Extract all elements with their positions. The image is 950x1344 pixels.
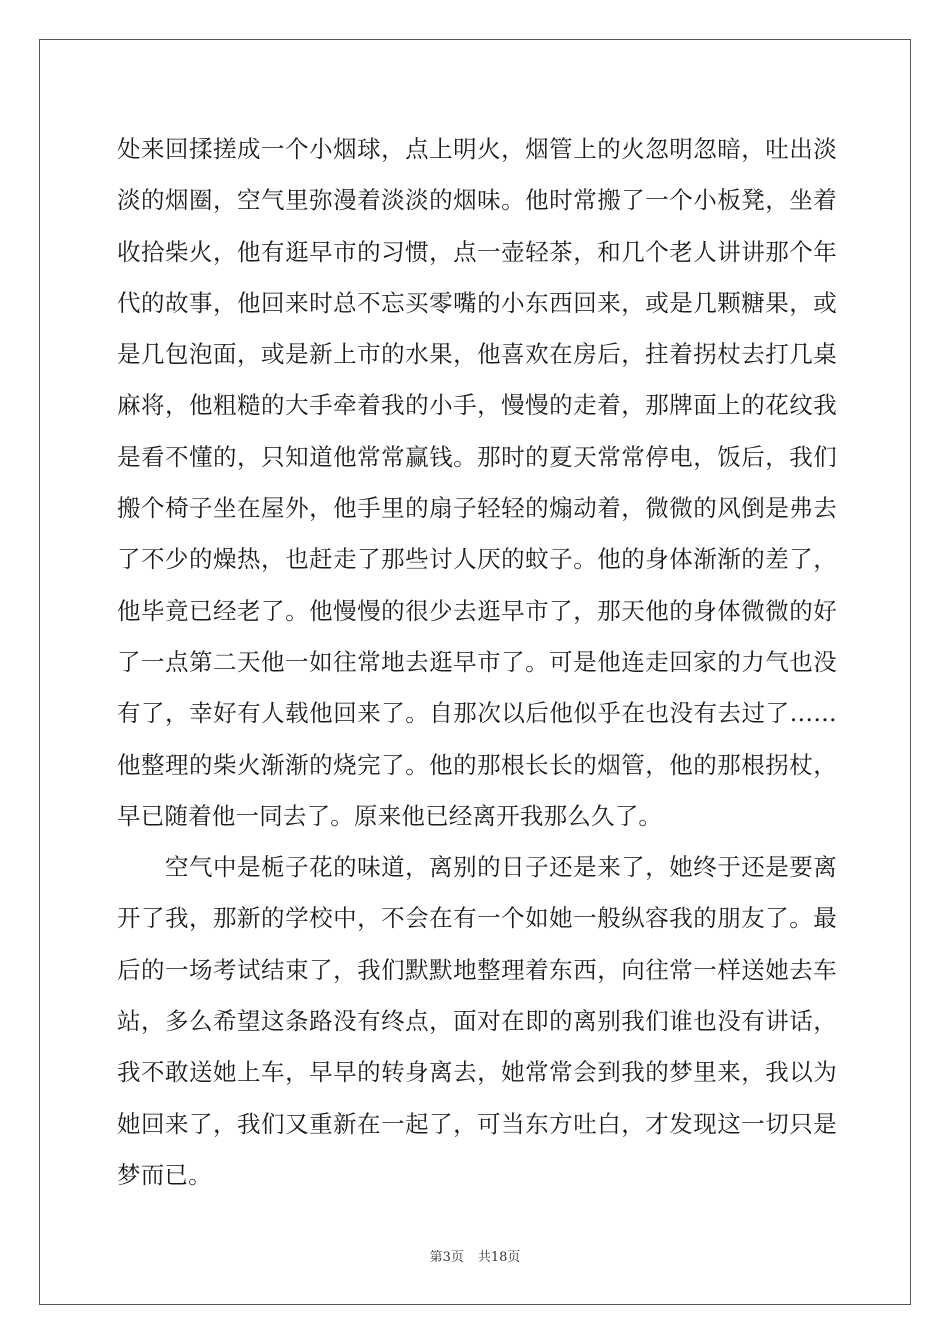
text-line: 站，多么希望这条路没有终点，面对在即的离别我们谁也没有讲话， <box>117 1007 837 1036</box>
page-number: 第3页 <box>429 1250 464 1265</box>
text-line: 空气中是栀子花的味道，离别的日子还是来了，她终于还是要离 <box>165 853 837 882</box>
text-line: 有了，幸好有人载他回来了。自那次以后他似乎在也没有去过了…… <box>117 699 837 728</box>
page-footer <box>0 1246 950 1265</box>
text-line: 处来回揉搓成一个小烟球，点上明火，烟管上的火忽明忽暗，吐出淡 <box>117 135 837 163</box>
text-line: 我不敢送她上车，早早的转身离去，她常常会到我的梦里来，我以为 <box>117 1058 837 1087</box>
text-line: 梦而已。 <box>117 1160 212 1189</box>
document-body <box>117 124 837 1201</box>
text-line: 是几包泡面，或是新上市的水果，他喜欢在房后，拄着拐杖去打几桌 <box>117 340 837 369</box>
text-line: 她回来了，我们又重新在一起了，可当东方吐白，才发现这一切只是 <box>117 1109 837 1138</box>
text-line: 收拾柴火，他有逛早市的习惯，点一壶轻茶，和几个老人讲讲那个年 <box>117 237 837 266</box>
text-line: 搬个椅子坐在屋外，他手里的扇子轻轻的煽动着，微微的风倒是弗去 <box>117 494 837 523</box>
text-line: 早已随着他一同去了。原来他已经离开我那么久了。 <box>117 801 663 830</box>
paragraph-1 <box>117 124 837 842</box>
text-line: 了一点第二天他一如往常地去逛早市了。可是他连走回家的力气也没 <box>117 647 837 676</box>
text-line: 后的一场考试结束了，我们默默地整理着东西，向往常一样送她去车 <box>117 955 837 984</box>
text-line: 代的故事，他回来时总不忘买零嘴的小东西回来，或是几颗糖果，或 <box>117 288 837 317</box>
text-line: 了不少的燥热，也赶走了那些讨人厌的蚊子。他的身体渐渐的差了， <box>117 545 837 574</box>
text-line: 开了我，那新的学校中，不会在有一个如她一般纵容我的朋友了。最 <box>117 904 837 933</box>
page-total: 共18页 <box>477 1250 521 1265</box>
text-line: 麻将，他粗糙的大手牵着我的小手，慢慢的走着，那牌面上的花纹我 <box>117 391 837 420</box>
paragraph-2 <box>117 842 837 1201</box>
text-line: 是看不懂的，只知道他常常赢钱。那时的夏天常常停电，饭后，我们 <box>117 442 837 471</box>
text-line: 他毕竟已经老了。他慢慢的很少去逛早市了，那天他的身体微微的好 <box>117 596 837 625</box>
text-line: 他整理的柴火渐渐的烧完了。他的那根长长的烟管，他的那根拐杖， <box>117 750 837 779</box>
text-line: 淡的烟圈，空气里弥漫着淡淡的烟味。他时常搬了一个小板凳，坐着 <box>117 186 837 215</box>
